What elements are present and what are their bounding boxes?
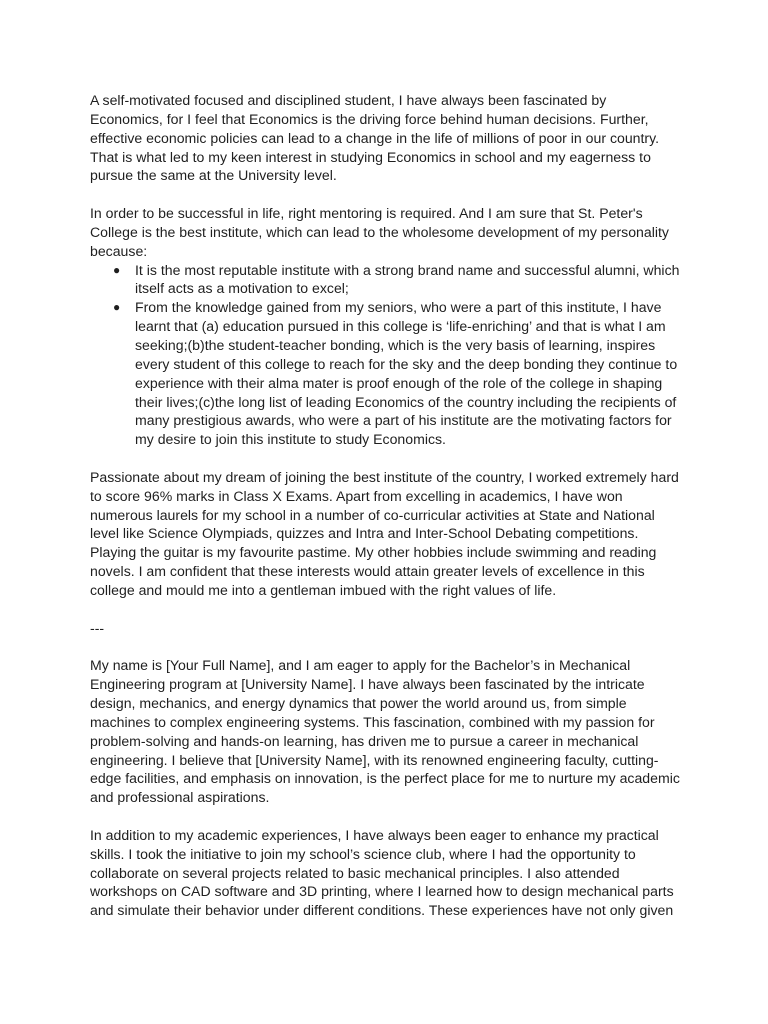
document-page bbox=[90, 91, 682, 939]
bullet-icon: ● bbox=[113, 300, 121, 315]
paragraph-achievements: Passionate about my dream of joining the best institute of the country, I worked extremely hard to score 96% marks in Class X Exams. Apart from excelling in academics, I have won numerous laurels for my school in a number of co-curricular activities at State and National level like Science Olympiads, quizzes and Intra and Inter-School Debating competitions. Playing the guitar is my favourite pastime. My other hobbies include swimming and reading novels. I am confident that these interests would attain greater levels of excellence in this college and mould me into a gentleman imbued with the right values of life. bbox=[90, 468, 679, 598]
bullet-icon: ● bbox=[113, 262, 121, 277]
paragraph-practical-skills: In addition to my academic experiences, I have always been eager to enhance my practical skills. I took the initiative to join my school’s science club, where I had the opportunity to collaborate on several projects related to basic mechanical principles. I also attended workshops on CAD software and 3D printing, where I learned how to design mechanical parts and simulate their behavior under different conditions. These experiences have not only given bbox=[90, 826, 674, 919]
list-item bbox=[90, 298, 682, 449]
paragraph-mechanical-intro: My name is [Your Full Name], and I am eager to apply for the Bachelor’s in Mechanical Engineering program at [University Name]. I have always been fascinated by the intricate design, mechanics, and energy dynamics that power the world around us, from simple machines to complex engineering systems. This fascination, combined with my passion for problem-solving and hands-on learning, has driven me to pursue a career in mechanical engineering. I believe that [University Name], with its renowned engineering faculty, cutting-edge facilities, and emphasis on innovation, is the perfect place for me to nurture my academic and professional aspirations. bbox=[90, 657, 680, 806]
list-item-text: From the knowledge gained from my seniors, who were a part of this institute, I have learnt that (a) education pursued in this college is ‘life-enriching’ and that is what I am seeking;(b)the student-teacher bonding, which is the very basis of learning, inspires every student of this college to reach for the sky and the deep bonding they continue to experience with their alma mater is proof enough of the role of the college in shaping their lives;(c)the long list of leading Economics of the country including the recipients of many prestigious awards, who were a part of his institute are the motivating factors for my desire to join this institute to study Economics. bbox=[135, 299, 678, 448]
list-item bbox=[90, 261, 682, 299]
bullet-list bbox=[90, 261, 682, 449]
paragraph-intro: A self-motivated focused and disciplined student, I have always been fascinated by Economics, for I feel that Economics is the driving force behind human decisions. Further, effective economic policies can lead to a change in the life of millions of poor in our country. That is what led to my keen interest in studying Economics in school and my eagerness to pursue the same at the University level. bbox=[90, 92, 660, 184]
paragraph-college-choice: In order to be successful in life, right mentoring is required. And I am sure that St. Peter's College is the best institute, which can lead to the wholesome development of my personality because: bbox=[90, 205, 669, 259]
list-item-text: It is the most reputable institute with a strong brand name and successful alumni, which itself acts as a motivation to excel; bbox=[135, 261, 680, 297]
section-separator: --- bbox=[90, 619, 105, 636]
